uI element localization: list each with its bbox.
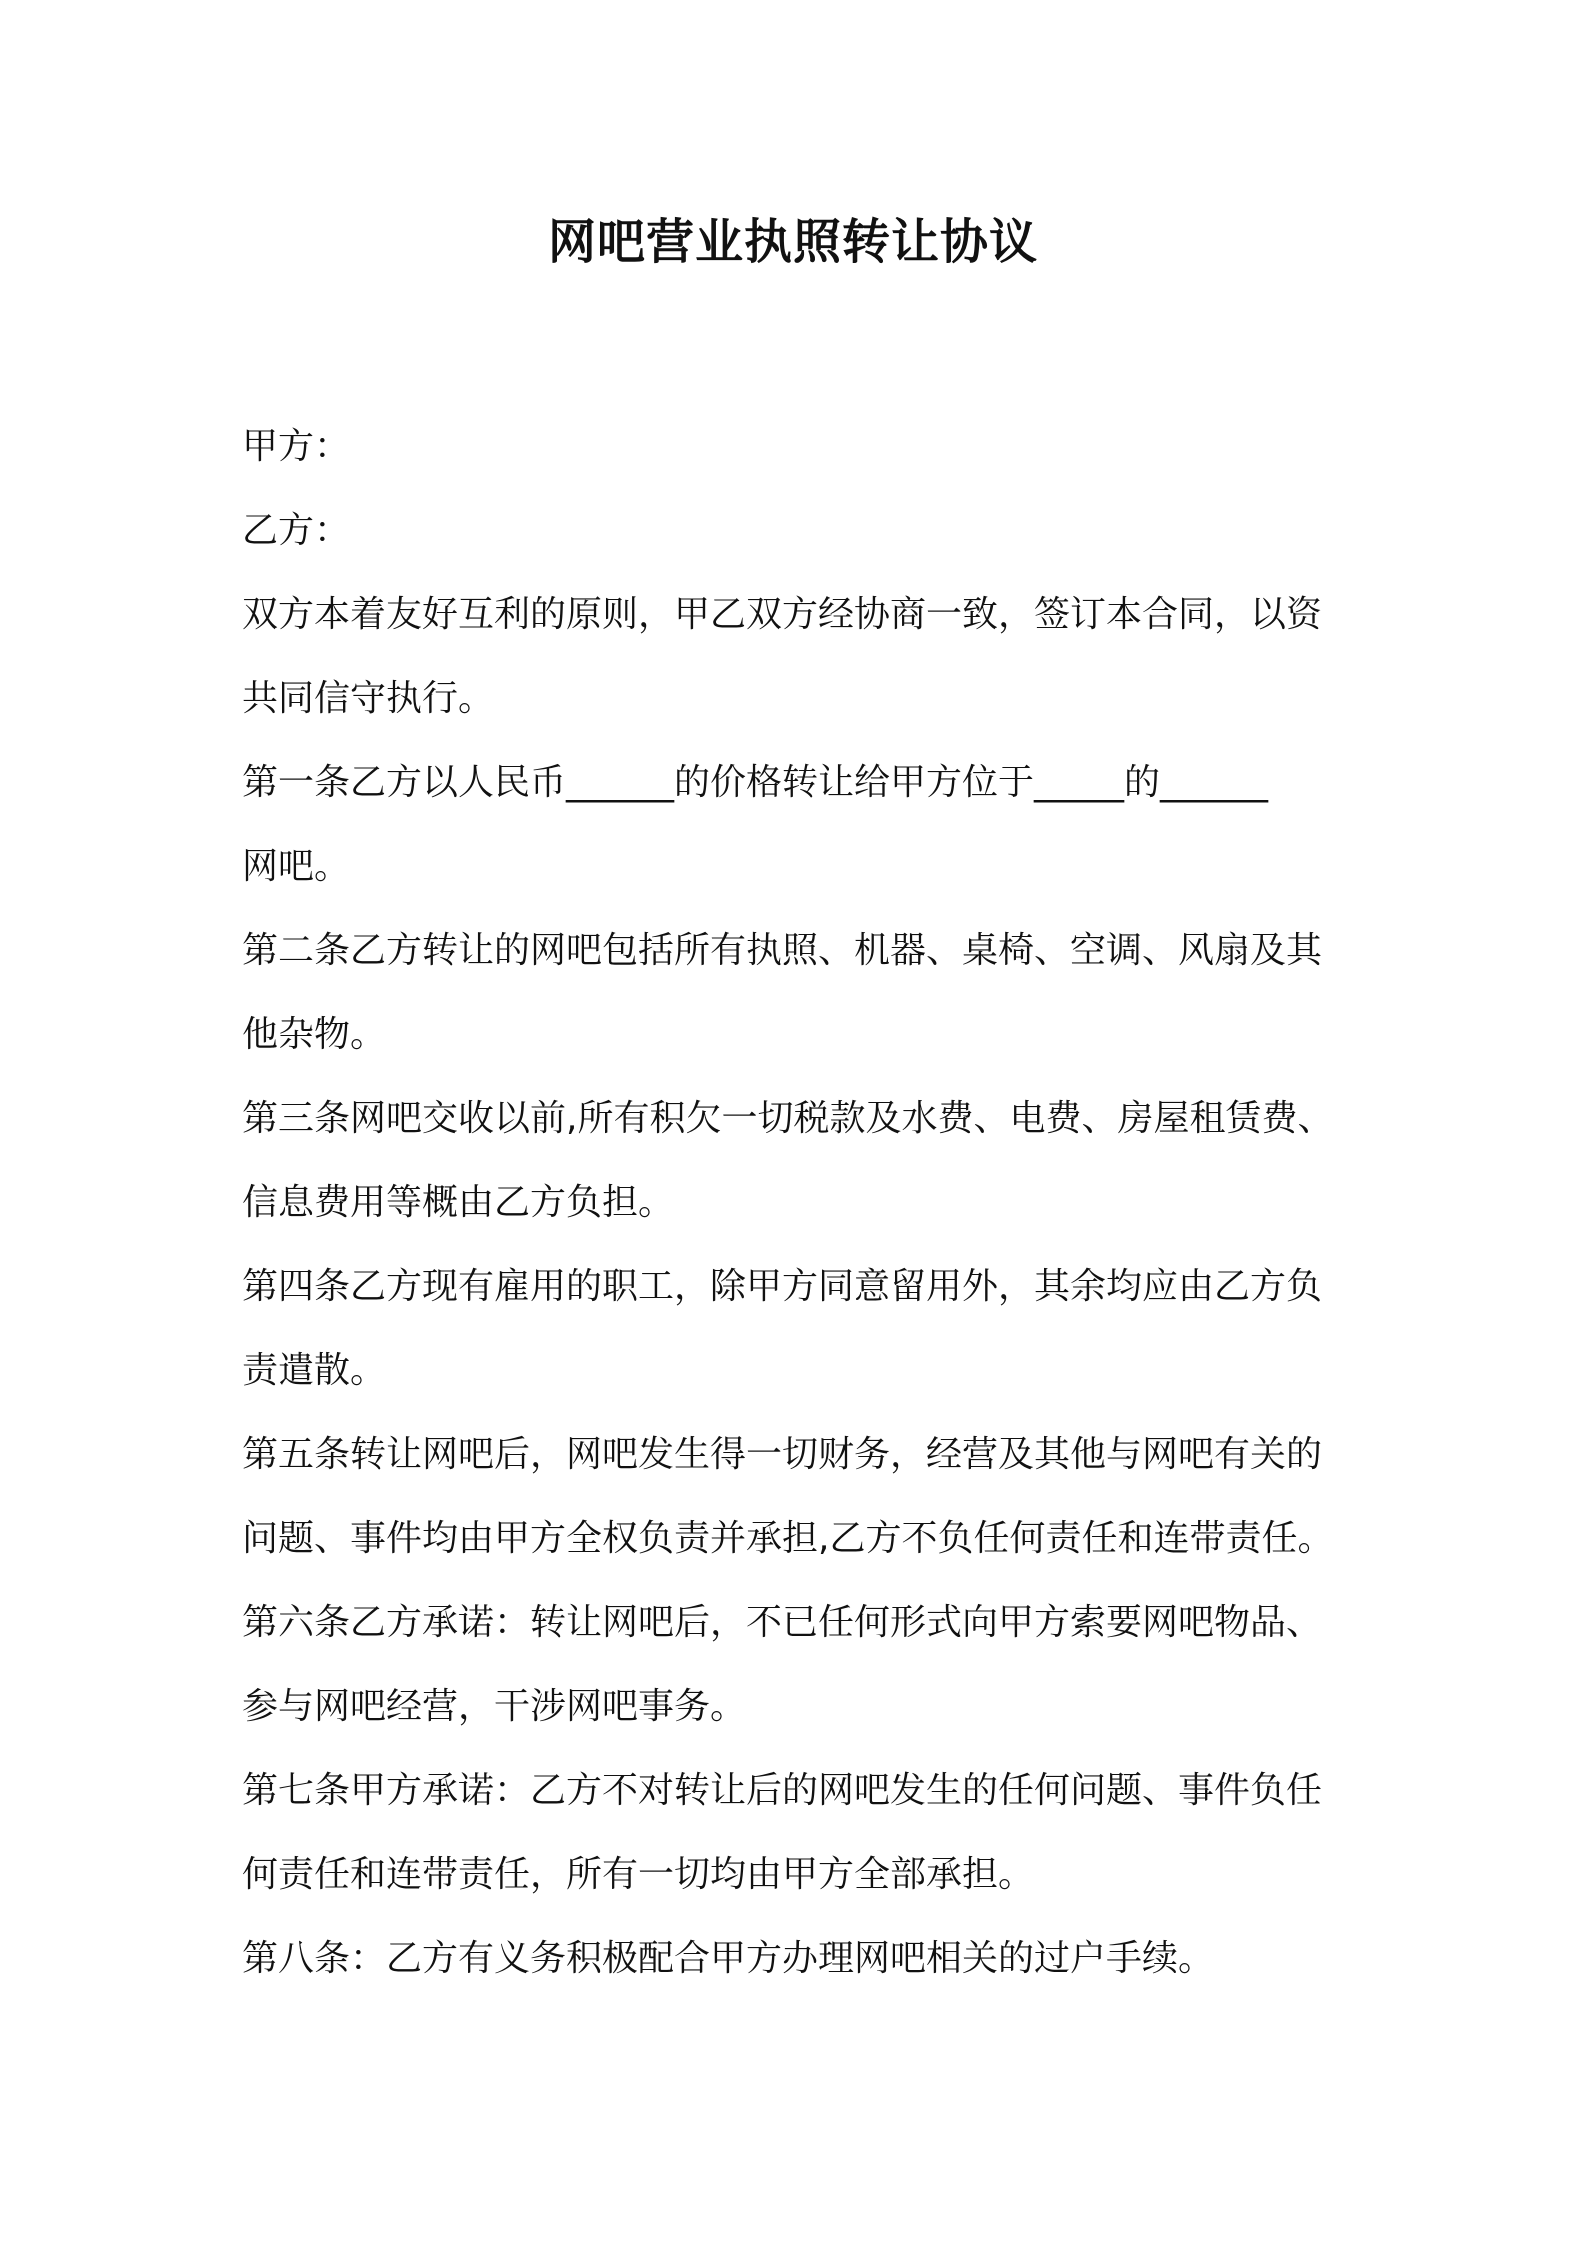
party-a-line: 甲方： xyxy=(242,426,351,467)
article-6-line-2: 参与网吧经营，干涉网吧事务。 xyxy=(242,1686,747,1727)
article-5-line-2: 问题、事件均由甲方全权负责并承担,乙方不负任何责任和连带责任。 xyxy=(242,1518,1334,1559)
article-7-line-1: 第七条甲方承诺：乙方不对转让后的网吧发生的任何问题、事件负任 xyxy=(242,1770,1323,1811)
article-4-line-1: 第四条乙方现有雇用的职工，除甲方同意留用外，其余均应由乙方负 xyxy=(242,1266,1323,1307)
article-2-line-2: 他杂物。 xyxy=(242,1014,387,1055)
article-3-line-1: 第三条网吧交收以前,所有积欠一切税款及水费、电费、房屋租赁费、 xyxy=(242,1098,1334,1139)
preamble-line-2: 共同信守执行。 xyxy=(242,678,495,719)
preamble-line-1: 双方本着友好互利的原则，甲乙双方经协商一致，签订本合同，以资 xyxy=(242,594,1323,635)
article-1-line-1: 第一条乙方以人民币______的价格转让给甲方位于_____的______ xyxy=(242,762,1269,803)
article-1-line-2: 网吧。 xyxy=(242,846,351,887)
article-2-line-1: 第二条乙方转让的网吧包括所有执照、机器、桌椅、空调、风扇及其 xyxy=(242,930,1323,971)
article-3-line-2: 信息费用等概由乙方负担。 xyxy=(242,1182,675,1223)
article-5-line-1: 第五条转让网吧后，网吧发生得一切财务，经营及其他与网吧有关的 xyxy=(242,1434,1323,1475)
document-title: 网吧营业执照转让协议 xyxy=(547,214,1038,270)
document-body xyxy=(242,405,1362,2001)
article-8-line-1: 第八条：乙方有义务积极配合甲方办理网吧相关的过户手续。 xyxy=(242,1938,1215,1979)
article-6-line-1: 第六条乙方承诺：转让网吧后，不已任何形式向甲方索要网吧物品、 xyxy=(242,1602,1323,1643)
article-7-line-2: 何责任和连带责任，所有一切均由甲方全部承担。 xyxy=(242,1854,1035,1895)
article-4-line-2: 责遣散。 xyxy=(242,1350,387,1391)
party-b-line: 乙方： xyxy=(242,510,351,551)
